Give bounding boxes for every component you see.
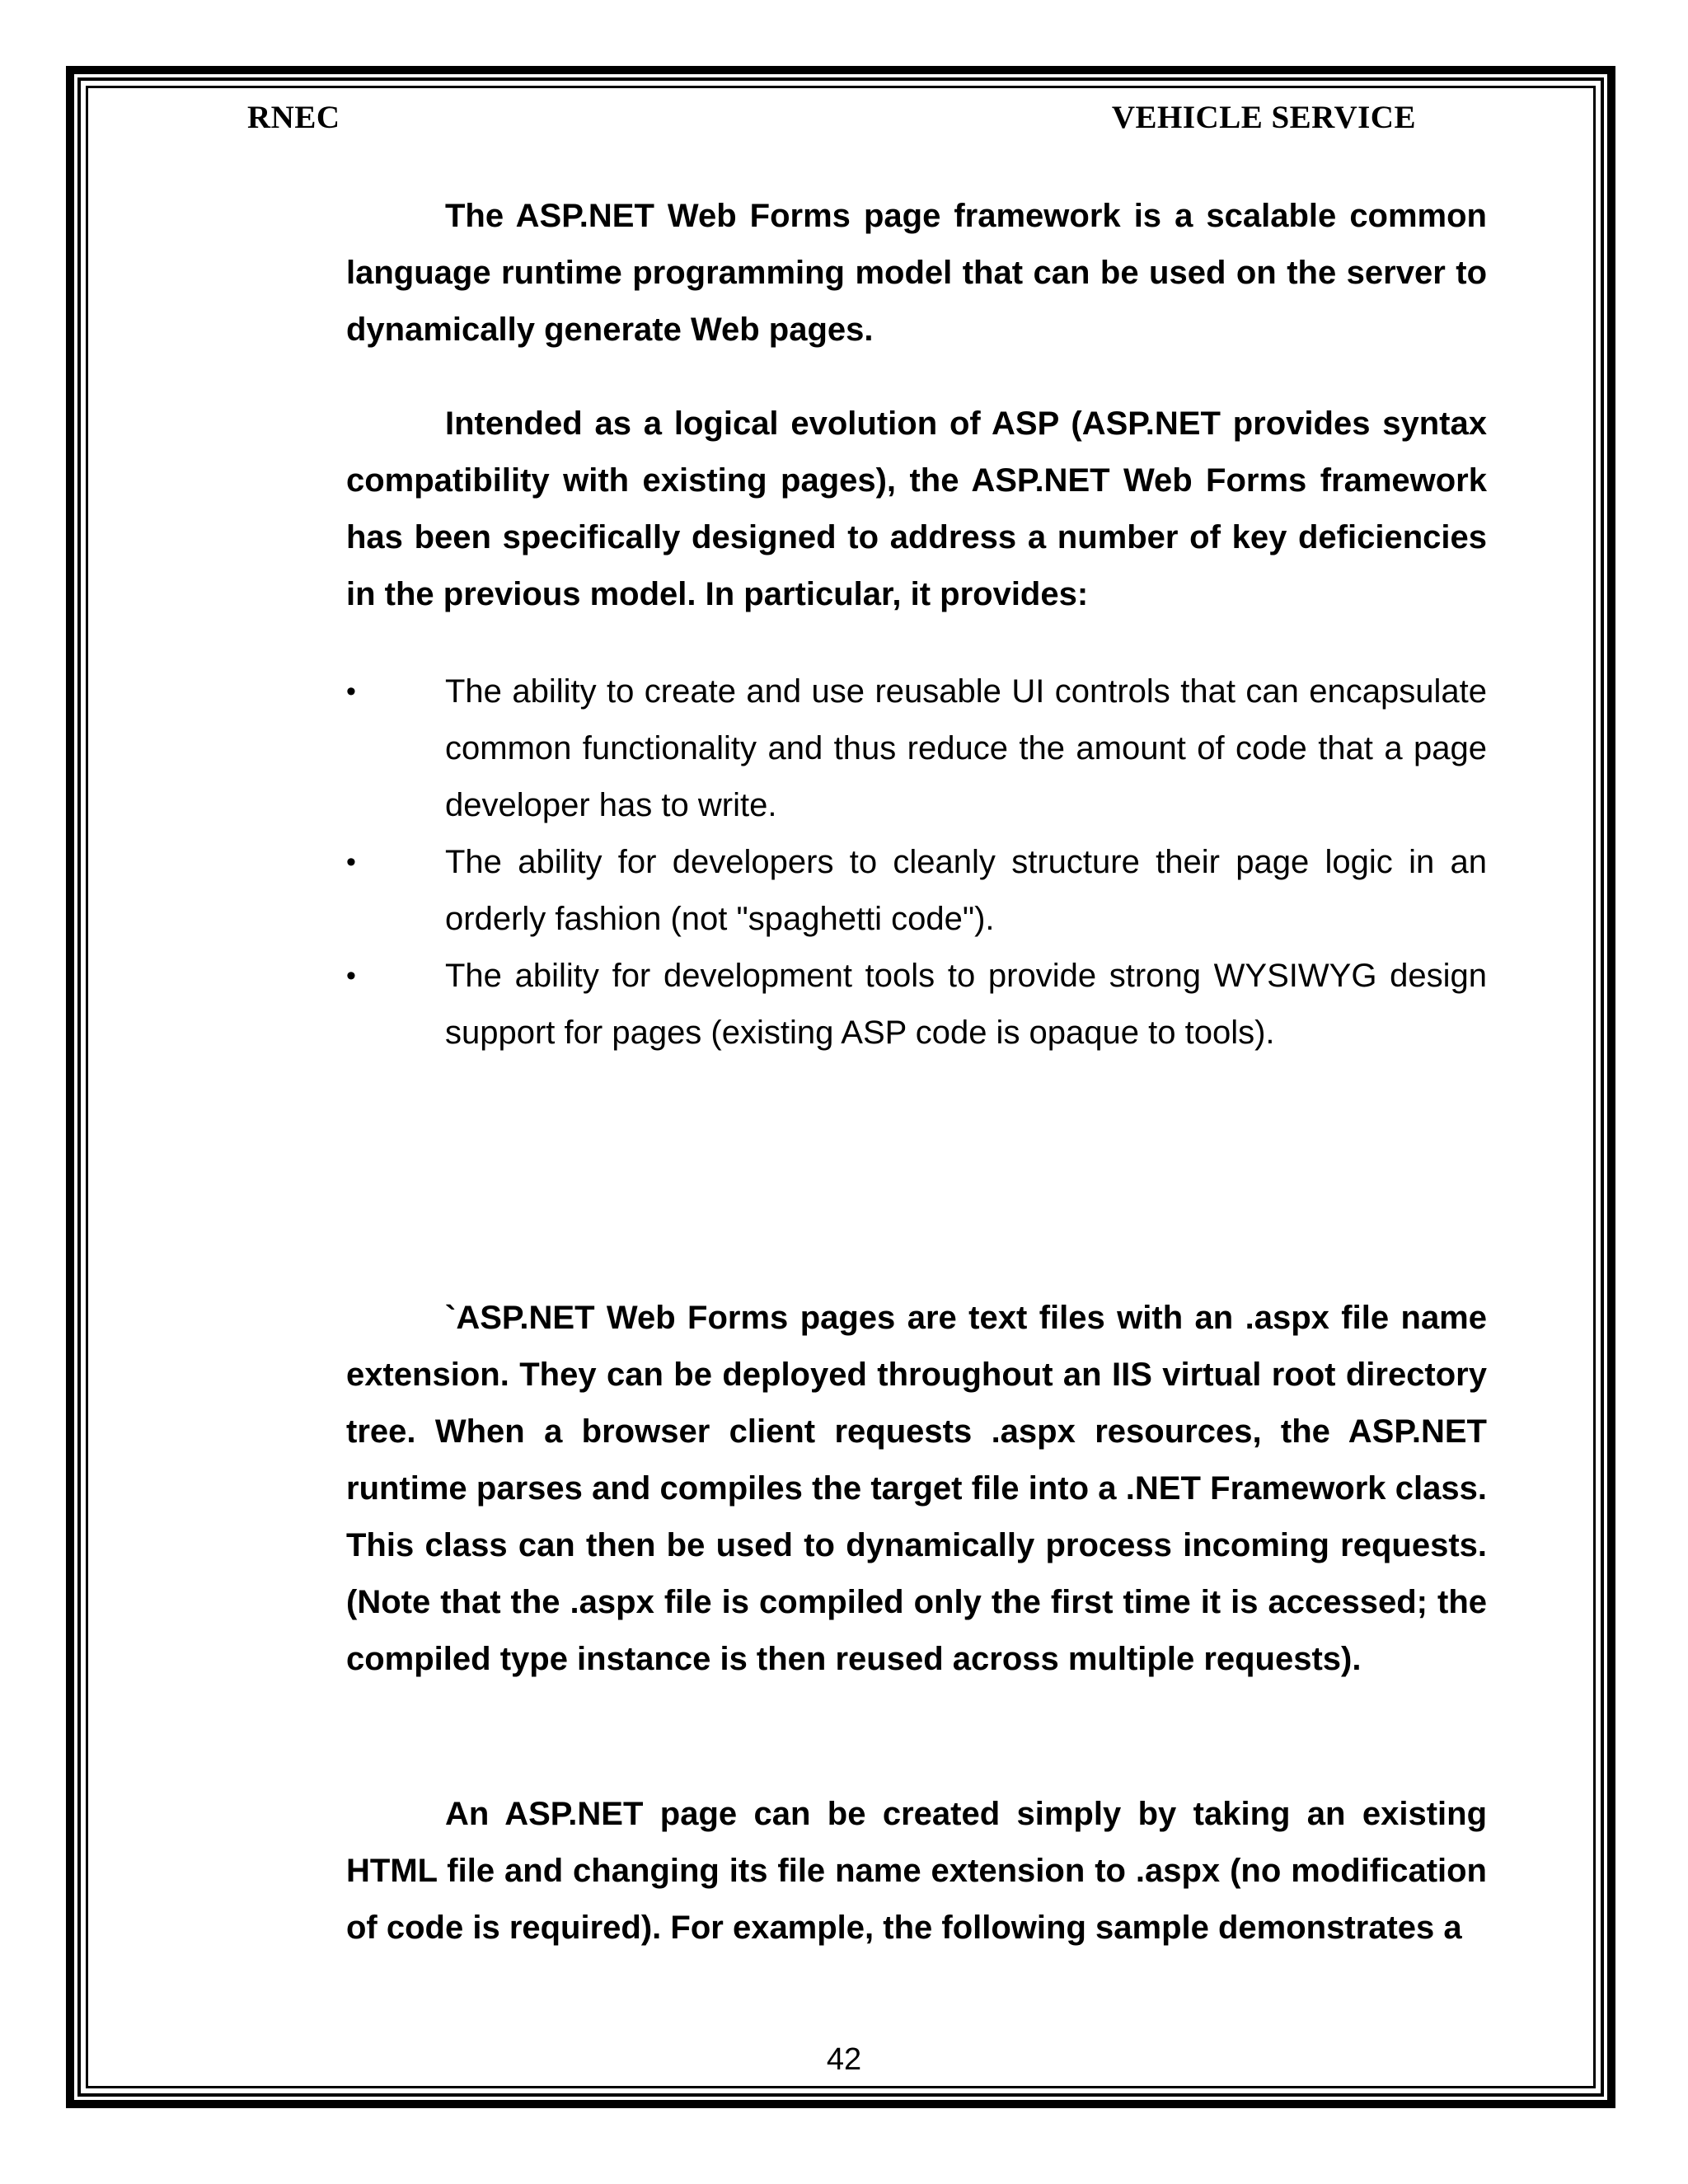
list-item-text: The ability for developers to cleanly structure their page logic in an orderly fashion (not "spaghetti code"). (445, 844, 1487, 937)
list-item (346, 663, 1487, 834)
list-item-text: The ability for development tools to provide strong WYSIWYG design support for pages (existing ASP code is opaque to tools). (445, 958, 1487, 1051)
paragraph-create-page: An ASP.NET page can be created simply by taking an existing HTML file and changing its file name extension to .aspx (no modification of code is required). For example, the following sample demonstrates a (346, 1796, 1487, 1946)
paragraph-evolution: Intended as a logical evolution of ASP (ASP.NET provides syntax compatibility with existing pages), the ASP.NET Web Forms framework has been specifically designed to address a number of key deficiencies in the previous model. In particular, it provides: (346, 405, 1487, 612)
header-project-title: VEHICLE SERVICE (1111, 100, 1416, 135)
bullet-icon: • (346, 960, 356, 991)
list-item (346, 834, 1487, 948)
bullet-icon: • (346, 846, 356, 878)
page-number: 42 (826, 2042, 862, 2077)
list-item (346, 948, 1487, 1062)
paragraph-intro: The ASP.NET Web Forms page framework is a scalable common language runtime programming model that can be used on the server to dynamically generate Web pages. (346, 198, 1487, 348)
paragraph-aspx-files: `ASP.NET Web Forms pages are text files with an .aspx file name extension. They can be deployed throughout an IIS virtual root directory tree. When a browser client requests .aspx resources, the ASP.NET runtime parses and compiles the target file into a .NET Framework class. This class can then be used to dynamically process incoming requests. (Note that the .aspx file is compiled only the first time it is accessed; the compiled type instance is then reused across multiple requests). (346, 1300, 1487, 1677)
feature-list (346, 663, 1487, 1062)
header-institution: RNEC (247, 100, 340, 135)
bullet-icon: • (346, 676, 356, 707)
list-item-text: The ability to create and use reusable UI controls that can encapsulate common functionality and thus reduce the amount of code that a page developer has to write. (445, 673, 1487, 823)
